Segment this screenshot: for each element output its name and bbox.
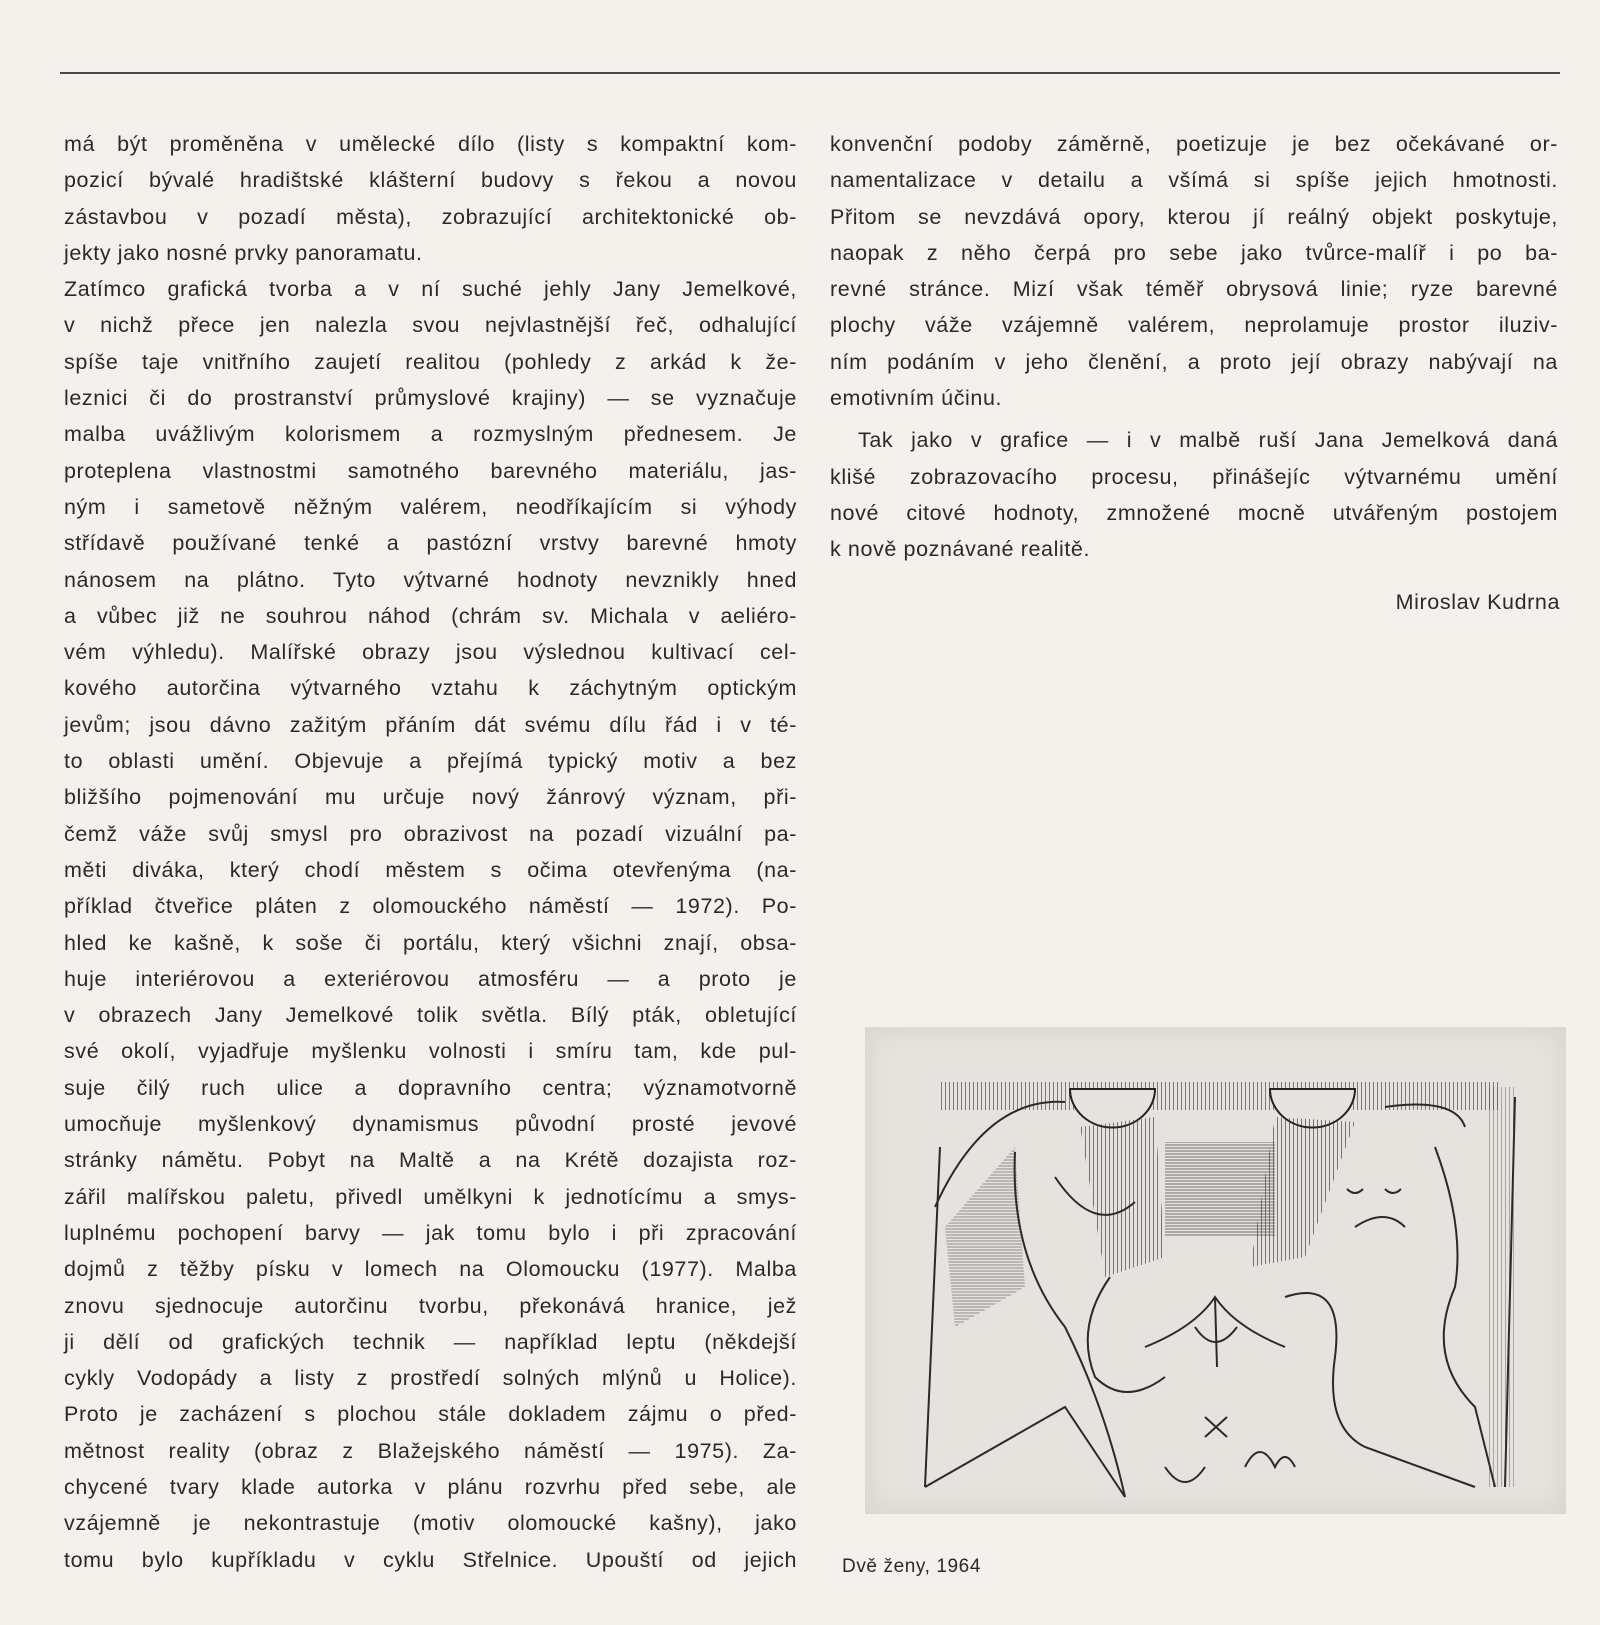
text-line: proteplena vlastnostmi samotného barevného materiálu, jas- (64, 458, 797, 483)
text-line: pozicí bývalé hradištské klášterní budovy s řekou a novou (64, 168, 797, 193)
figure-caption: Dvě ženy, 1964 (842, 1556, 982, 1577)
text-line: střídavě používané tenké a pastózní vrstvy barevné hmoty (64, 531, 797, 556)
author-signature: Miroslav Kudrna (1395, 590, 1560, 614)
text-line: revné stránce. Mizí však téměř obrysová linie; ryze barevné (830, 277, 1558, 302)
text-line: v nichž přece jen nalezla svou nejvlastnější řeč, odhalující (64, 313, 797, 338)
text-line: Tak jako v grafice — i v malbě ruší Jana Jemelková daná (858, 428, 1558, 453)
text-line: spíše taje vnitřního zaujetí realitou (pohledy z arkád k že- (64, 349, 797, 374)
text-line: chycené tvary klade autorka v plánu rozvrhu před sebe, ale (64, 1474, 797, 1499)
etching-drawing (865, 1027, 1566, 1514)
text-line: naopak z něho čerpá pro sebe jako tvůrce-malíř i po ba- (830, 240, 1558, 265)
text-line: suje čilý ruch ulice a dopravního centra; významotvorně (64, 1075, 797, 1100)
text-line: a vůbec již ne souhrou náhod (chrám sv. Michala v aeliéro- (64, 603, 797, 628)
text-line: zástavbou v pozadí města), zobrazující architektonické ob- (64, 204, 797, 229)
text-line: vém výhledu). Malířské obrazy jsou výslednou kultivací cel- (64, 640, 797, 665)
text-line: mětnost reality (obraz z Blažejského náměstí — 1975). Za- (64, 1438, 797, 1463)
text-line: cykly Vodopády a listy z prostředí solných mlýnů u Holice). (64, 1366, 797, 1391)
text-line: tomu bylo kupříkladu v cyklu Střelnice. Upouští od jejich (64, 1547, 797, 1572)
text-line: stránky námětu. Pobyt na Maltě a na Krétě dozajista roz- (64, 1148, 797, 1173)
text-line: huje interiérovou a exteriérovou atmosféru — a proto je (64, 966, 797, 991)
text-line: umocňuje myšlenkový dynamismus původní prosté jevové (64, 1112, 797, 1137)
text-line: zářil malířskou paletu, přivedl umělkyni k jednotícímu a smys- (64, 1184, 797, 1209)
text-line: plochy váže vzájemně valérem, neprolamuje prostor iluziv- (830, 313, 1558, 338)
text-line: má být proměněna v umělecké dílo (listy s kompaktní kom- (64, 132, 797, 156)
text-line: to oblasti umění. Objevuje a přejímá typický motiv a bez (64, 749, 797, 774)
etching-illustration (865, 1027, 1566, 1514)
text-line: ným i sametově něžným valérem, neodříkajícím si výhody (64, 494, 797, 519)
text-line: dojmů z těžby písku v lomech na Olomoucku (1977). Malba (64, 1257, 797, 1282)
text-line: ji dělí od grafických technik — například leptu (někdejší (64, 1329, 797, 1354)
text-line: nové citové hodnoty, zmnožené mocně utvářeným postojem (830, 500, 1558, 525)
right-text-column (830, 126, 1558, 568)
text-line: malba uvážlivým kolorismem a rozmyslným přednesem. Je (64, 422, 797, 447)
text-line: čemž váže svůj smysl pro obrazivost na pozadí vizuální pa- (64, 821, 797, 846)
text-line: měti diváka, který chodí městem s očima otevřenýma (na- (64, 857, 797, 882)
text-line: hled ke kašně, k soše či portálu, který všichni znají, obsa- (64, 930, 797, 955)
text-line: leznici či do prostranství průmyslové krajiny) — se vyznačuje (64, 386, 797, 411)
text-line: k nově poznávané realitě. (830, 537, 1091, 562)
top-rule (60, 72, 1560, 74)
text-line: nánosem na plátno. Tyto výtvarné hodnoty nevznikly hned (64, 567, 797, 592)
text-line: emotivním účinu. (830, 386, 1003, 411)
text-line: kového autorčina výtvarného vztahu k záchytným optickým (64, 676, 797, 701)
text-line: Zatímco grafická tvorba a v ní suché jehly Jany Jemelkové, (64, 277, 797, 302)
text-line: luplnému pochopení barvy — jak tomu bylo i při zpracování (64, 1220, 797, 1245)
text-line: jevům; jsou dávno zažitým přáním dát svému dílu řád i v té- (64, 712, 797, 737)
text-line: znovu sjednocuje autorčinu tvorbu, překonává hranice, jež (64, 1293, 797, 1318)
text-line: bližšího pojmenování mu určuje nový žánrový význam, při- (64, 785, 797, 810)
text-line: Přitom se nevzdává opory, kterou jí reálný objekt poskytuje, (830, 204, 1558, 229)
text-line: příklad čtveřice pláten z olomouckého náměstí — 1972). Po- (64, 894, 797, 919)
text-line: jekty jako nosné prvky panoramatu. (64, 240, 423, 265)
text-line: ním podáním v jeho členění, a proto její obrazy nabývají na (830, 349, 1558, 374)
text-line: své okolí, vyjadřuje myšlenku volnosti i smíru tam, kde pul- (64, 1039, 797, 1064)
left-text-column (64, 126, 797, 1578)
text-line: namentalizace v detailu a všímá si spíše jejich hmotnosti. (830, 168, 1558, 193)
text-line: konvenční podoby záměrně, poetizuje je bez očekávané or- (830, 132, 1558, 156)
text-line: v obrazech Jany Jemelkové tolik světla. Bílý pták, obletující (64, 1003, 797, 1028)
text-line: vzájemně je nekontrastuje (motiv olomoucké kašny), jako (64, 1511, 797, 1536)
text-line: Proto je zacházení s plochou stále dokladem zájmu o před- (64, 1402, 797, 1427)
text-line: klišé zobrazovacího procesu, přinášejíc výtvarnému umění (830, 464, 1558, 489)
